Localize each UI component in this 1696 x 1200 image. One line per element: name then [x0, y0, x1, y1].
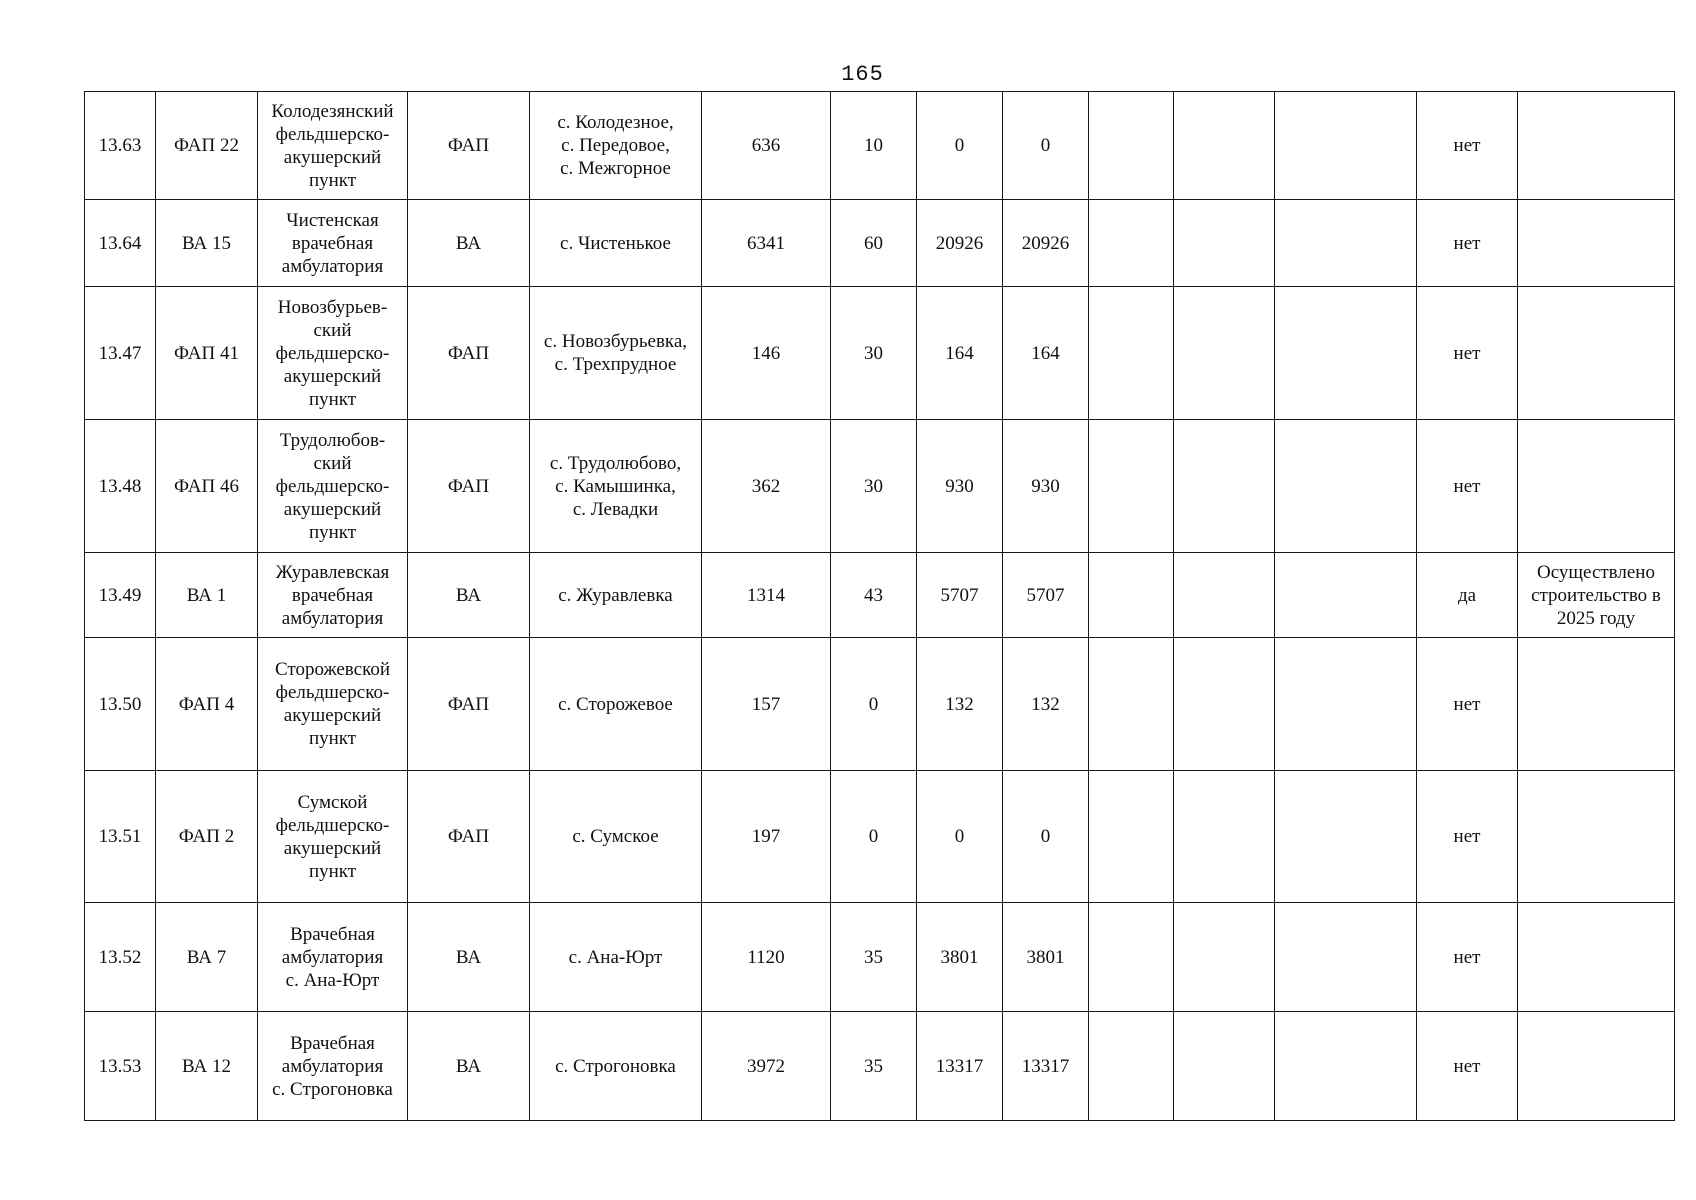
empty-cell-2 — [1174, 420, 1275, 553]
locality-cell: с. Трудолюбово, с. Камышинка, с. Левадки — [530, 420, 702, 553]
note-cell — [1518, 903, 1675, 1012]
value-cell-4: 0 — [1003, 92, 1089, 200]
value-cell-4: 13317 — [1003, 1012, 1089, 1121]
facility-type-cell: ВА — [408, 903, 530, 1012]
status-cell: да — [1417, 553, 1518, 638]
facility-code-cell: ФАП 4 — [156, 638, 258, 771]
facility-type-cell: ВА — [408, 1012, 530, 1121]
value-cell-2: 35 — [831, 903, 917, 1012]
note-cell — [1518, 92, 1675, 200]
empty-cell-3 — [1275, 553, 1417, 638]
facility-type-cell: ФАП — [408, 638, 530, 771]
locality-cell: с. Ана-Юрт — [530, 903, 702, 1012]
facility-code-cell: ВА 7 — [156, 903, 258, 1012]
value-cell-4: 0 — [1003, 771, 1089, 903]
facility-code-cell: ВА 12 — [156, 1012, 258, 1121]
value-cell-1: 1120 — [702, 903, 831, 1012]
empty-cell-1 — [1089, 420, 1174, 553]
row-number-cell: 13.51 — [85, 771, 156, 903]
table-row — [85, 553, 1675, 638]
value-cell-2: 0 — [831, 638, 917, 771]
facility-code-cell: ФАП 2 — [156, 771, 258, 903]
status-cell: нет — [1417, 420, 1518, 553]
empty-cell-2 — [1174, 553, 1275, 638]
value-cell-1: 157 — [702, 638, 831, 771]
value-cell-1: 1314 — [702, 553, 831, 638]
table-body — [85, 92, 1675, 1121]
facility-name-cell: Новозбурьев- ский фельдшерско- акушерский пункт — [258, 287, 408, 420]
row-number-cell: 13.63 — [85, 92, 156, 200]
row-number-cell: 13.52 — [85, 903, 156, 1012]
facility-name-cell: Чистенская врачебная амбулатория — [258, 200, 408, 287]
facility-code-cell: ФАП 41 — [156, 287, 258, 420]
facility-type-cell: ФАП — [408, 287, 530, 420]
facility-code-cell: ФАП 46 — [156, 420, 258, 553]
locality-cell: с. Строгоновка — [530, 1012, 702, 1121]
locality-cell: с. Сторожевое — [530, 638, 702, 771]
value-cell-3: 3801 — [917, 903, 1003, 1012]
facility-name-cell: Сумской фельдшерско- акушерский пункт — [258, 771, 408, 903]
facility-type-cell: ВА — [408, 200, 530, 287]
facility-code-cell: ФАП 22 — [156, 92, 258, 200]
value-cell-3: 20926 — [917, 200, 1003, 287]
row-number-cell: 13.48 — [85, 420, 156, 553]
empty-cell-3 — [1275, 287, 1417, 420]
empty-cell-2 — [1174, 287, 1275, 420]
value-cell-3: 0 — [917, 771, 1003, 903]
note-cell — [1518, 420, 1675, 553]
value-cell-3: 164 — [917, 287, 1003, 420]
value-cell-2: 60 — [831, 200, 917, 287]
value-cell-2: 0 — [831, 771, 917, 903]
empty-cell-3 — [1275, 638, 1417, 771]
table-row — [85, 420, 1675, 553]
value-cell-1: 146 — [702, 287, 831, 420]
row-number-cell: 13.50 — [85, 638, 156, 771]
empty-cell-3 — [1275, 92, 1417, 200]
value-cell-4: 132 — [1003, 638, 1089, 771]
facility-type-cell: ФАП — [408, 92, 530, 200]
empty-cell-2 — [1174, 638, 1275, 771]
empty-cell-1 — [1089, 1012, 1174, 1121]
value-cell-3: 930 — [917, 420, 1003, 553]
note-cell — [1518, 287, 1675, 420]
row-number-cell: 13.49 — [85, 553, 156, 638]
table-row — [85, 903, 1675, 1012]
value-cell-2: 30 — [831, 420, 917, 553]
value-cell-3: 13317 — [917, 1012, 1003, 1121]
empty-cell-2 — [1174, 1012, 1275, 1121]
facility-name-cell: Врачебная амбулатория с. Ана-Юрт — [258, 903, 408, 1012]
empty-cell-3 — [1275, 771, 1417, 903]
facility-type-cell: ФАП — [408, 420, 530, 553]
locality-cell: с. Чистенькое — [530, 200, 702, 287]
value-cell-4: 164 — [1003, 287, 1089, 420]
locality-cell: с. Новозбурьевка, с. Трехпрудное — [530, 287, 702, 420]
value-cell-3: 5707 — [917, 553, 1003, 638]
empty-cell-2 — [1174, 200, 1275, 287]
empty-cell-3 — [1275, 200, 1417, 287]
value-cell-1: 3972 — [702, 1012, 831, 1121]
facility-name-cell: Трудолюбов- ский фельдшерско- акушерский пункт — [258, 420, 408, 553]
table-row — [85, 287, 1675, 420]
table-row — [85, 200, 1675, 287]
empty-cell-2 — [1174, 92, 1275, 200]
facility-name-cell: Сторожевской фельдшерско- акушерский пункт — [258, 638, 408, 771]
value-cell-3: 0 — [917, 92, 1003, 200]
empty-cell-2 — [1174, 903, 1275, 1012]
empty-cell-1 — [1089, 287, 1174, 420]
note-cell — [1518, 1012, 1675, 1121]
note-cell: Осуществлено строительство в 2025 году — [1518, 553, 1675, 638]
facility-type-cell: ВА — [408, 553, 530, 638]
facility-name-cell: Колодезянский фельдшерско- акушерский пункт — [258, 92, 408, 200]
facilities-table — [84, 91, 1675, 1121]
value-cell-3: 132 — [917, 638, 1003, 771]
value-cell-4: 3801 — [1003, 903, 1089, 1012]
locality-cell: с. Журавлевка — [530, 553, 702, 638]
row-number-cell: 13.47 — [85, 287, 156, 420]
empty-cell-3 — [1275, 1012, 1417, 1121]
empty-cell-1 — [1089, 92, 1174, 200]
empty-cell-3 — [1275, 903, 1417, 1012]
facility-code-cell: ВА 1 — [156, 553, 258, 638]
empty-cell-1 — [1089, 638, 1174, 771]
facility-name-cell: Врачебная амбулатория с. Строгоновка — [258, 1012, 408, 1121]
status-cell: нет — [1417, 903, 1518, 1012]
empty-cell-3 — [1275, 420, 1417, 553]
value-cell-4: 5707 — [1003, 553, 1089, 638]
value-cell-2: 10 — [831, 92, 917, 200]
facility-code-cell: ВА 15 — [156, 200, 258, 287]
row-number-cell: 13.53 — [85, 1012, 156, 1121]
value-cell-4: 930 — [1003, 420, 1089, 553]
status-cell: нет — [1417, 771, 1518, 903]
empty-cell-2 — [1174, 771, 1275, 903]
note-cell — [1518, 638, 1675, 771]
empty-cell-1 — [1089, 771, 1174, 903]
status-cell: нет — [1417, 287, 1518, 420]
status-cell: нет — [1417, 200, 1518, 287]
value-cell-2: 35 — [831, 1012, 917, 1121]
note-cell — [1518, 771, 1675, 903]
value-cell-1: 362 — [702, 420, 831, 553]
page-number: 165 — [841, 62, 884, 87]
value-cell-2: 30 — [831, 287, 917, 420]
status-cell: нет — [1417, 1012, 1518, 1121]
facility-name-cell: Журавлевская врачебная амбулатория — [258, 553, 408, 638]
value-cell-1: 636 — [702, 92, 831, 200]
status-cell: нет — [1417, 638, 1518, 771]
value-cell-2: 43 — [831, 553, 917, 638]
locality-cell: с. Колодезное, с. Передовое, с. Межгорное — [530, 92, 702, 200]
note-cell — [1518, 200, 1675, 287]
table-row — [85, 92, 1675, 200]
table-row — [85, 1012, 1675, 1121]
value-cell-1: 6341 — [702, 200, 831, 287]
empty-cell-1 — [1089, 553, 1174, 638]
locality-cell: с. Сумское — [530, 771, 702, 903]
empty-cell-1 — [1089, 903, 1174, 1012]
value-cell-4: 20926 — [1003, 200, 1089, 287]
facility-type-cell: ФАП — [408, 771, 530, 903]
row-number-cell: 13.64 — [85, 200, 156, 287]
empty-cell-1 — [1089, 200, 1174, 287]
status-cell: нет — [1417, 92, 1518, 200]
table-row — [85, 638, 1675, 771]
value-cell-1: 197 — [702, 771, 831, 903]
table-row — [85, 771, 1675, 903]
